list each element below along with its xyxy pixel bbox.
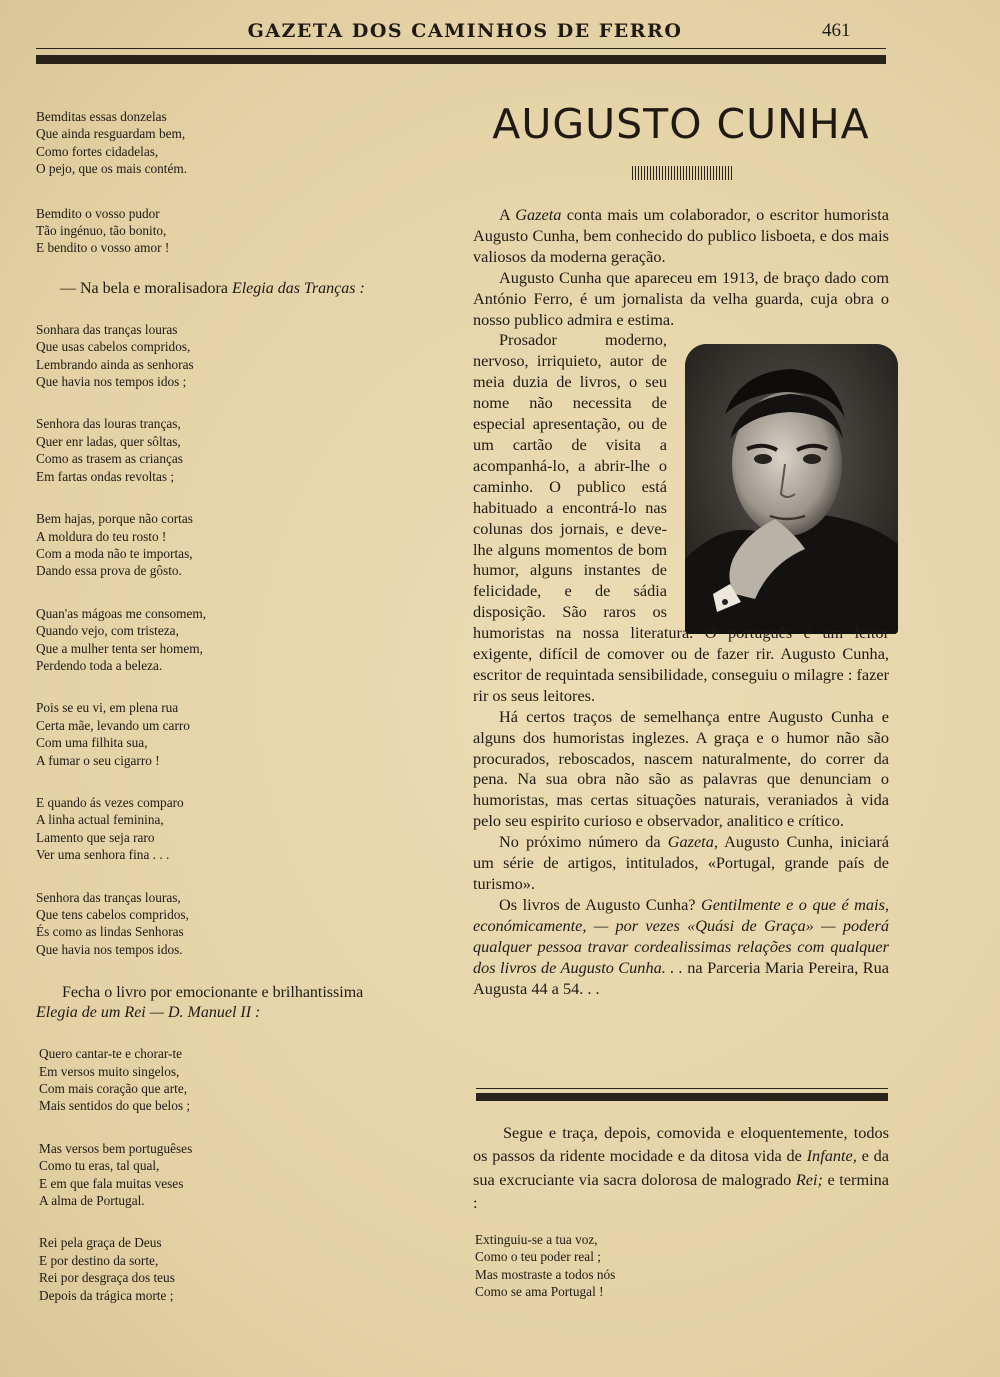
poem-stanza [36,321,466,391]
verse-line: Com a moda não te importas, [36,545,193,561]
poem-stanza [36,699,466,769]
verse-line: Mas mostraste a todos nós [475,1266,616,1282]
verse-line: Como o teu poder real ; [475,1249,601,1265]
verse-line: Mais sentidos do que belos ; [39,1098,191,1114]
verse-line: A linha actual feminina, [36,812,164,828]
publication-name: Gazeta, [667,832,718,852]
verse-line: És como as lindas Senhoras [36,924,184,940]
text-run: Os livros de Augusto Cunha? [499,894,702,914]
text-run: e da sua excruciante via sacra dolorosa de malogrado [473,1146,890,1189]
verse-line: O pejo, que os mais contém. [36,161,188,177]
text-run: Augusto Cunha, iniciará um série de artigos, intitulados, «Portugal, grande país de turismo». [473,832,889,893]
verse-line: Que usas cabelos compridos, [36,339,191,355]
header-title: GAZETA DOS CAMINHOS DE FERRO [247,20,683,42]
poem-stanza [475,1231,615,1301]
intro-text: Fecha o livro por emocionante e brilhantissima [62,984,364,1002]
text-run: e termina : [473,1169,890,1213]
article-paragraph: Augusto Cunha que apareceu em 1913, de braço dado com António Ferro, é um jornalista da velha guarda, cuja obra o nosso publico admira e estima. [473,267,889,329]
verse-line: Quero cantar-te e chorar-te [39,1046,183,1062]
verse-line: Lamento que seja raro [36,829,155,845]
verse-line: Lembrando ainda as senhoras [36,356,194,372]
verse-line: A alma de Portugal. [39,1193,145,1209]
text-run: conta mais um colaborador, o escritor humorista Augusto Cunha, bem conhecido do publico lisboeta, e dos mais valiosos da moderna geração. [473,205,889,266]
book-title: Elegia de um Rei — D. Manuel II : [36,1004,261,1022]
publication-name: Gazeta [515,205,562,224]
poem-stanza [36,794,466,864]
verse-line: Rei por desgraça dos teus [39,1270,175,1286]
verse-line: Pois se eu vi, em plena rua [36,700,179,716]
header-rule [36,48,886,49]
intro-elegia-trancas [36,279,466,299]
photo-spacer [675,330,889,610]
intro-elegia-rei [36,983,466,1023]
verse-line: Que havia nos tempos idos ; [36,374,187,390]
text-run: A [499,205,516,224]
article-paragraph: Prosador moderno, nervoso, irriquieto, autor de meia duzia de livros, o seu nome não necessita de especial apresentação, ou de um cartão de visita a acompanhá-lo, a abrir-lhe o caminho. O publico está habituado a encontrá-lo nas colunas dos jornais, e deve-lhe alguns momentos de bom humor, alguns instantes de felicidade, e de sádia disposição. São raros os humoristas na nossa literatura. O português é um leitor exigente, difícil de comover ou de fazer rir. Augusto Cunha, escritor de requintada sensibilidade, conseguiu o milagre : fazer rir os seus leitores. [473,330,889,705]
page-number: 461 [822,20,851,41]
verse-line: E em que fala muitas veses [39,1175,184,1191]
verse-line: Que tens cabelos compridos, [36,907,189,922]
verse-line: E bendito o vosso amor ! [36,240,170,256]
continuation-text [473,1121,889,1215]
verse-line: Como se ama Portugal ! [475,1284,604,1300]
verse-line: Quan'as mágoas me consomem, [36,605,207,621]
article-paragraph [473,832,889,895]
title-ornament [632,166,734,180]
verse-line: E quando ás vezes comparo [36,794,184,810]
article-title: AUGUSTO CUNHA [492,100,870,148]
text-run: na Parceria Maria Pereira, Rua Augusta 44 a 54. . . [473,957,890,998]
verse-line: Senhora das tranças louras, [36,889,181,905]
section-rule [476,1088,888,1089]
verse-line: Em fartas ondas revoltas ; [36,468,175,484]
text-run: Segue e traça, depois, comovida e eloquentemente, todos os passos da ridente mocidade e da ditosa vida de [473,1123,889,1166]
verse-line: Como as trasem as crianças [36,451,183,467]
verse-line: Bemdito o vosso pudor [36,205,160,221]
intro-text: — Na bela e moralisadora [60,279,232,297]
verse-line: Como fortes cidadelas, [36,143,159,159]
verse-line: Tão ingénuo, tão bonito, [36,223,167,239]
verse-line: Bem hajas, porque não cortas [36,511,193,527]
poem-stanza [36,889,466,959]
section-rule-thick [476,1093,888,1101]
verse-line: A moldura do teu rosto ! [36,528,167,544]
verse-line: Como tu eras, tal qual, [39,1158,160,1174]
verse-line: Com mais coração que arte, [39,1081,188,1097]
poem-stanza [36,1140,466,1210]
verse-line: Quando vejo, com tristeza, [36,623,179,639]
poem-stanza [36,1234,466,1304]
italic-text-run: Infante, [806,1146,857,1166]
verse-line: A fumar o seu cigarro ! [36,752,160,768]
verse-line: Rei pela graça de Deus [39,1235,162,1251]
verse-line: Perdendo toda a beleza. [36,657,163,673]
verse-line: Extinguiu-se a tua voz, [475,1232,598,1247]
verse-line: Sonhara das tranças louras [36,321,178,337]
italic-text-run: Rei; [795,1169,823,1189]
continuation-paragraph [473,1121,889,1215]
poem-stanza [36,605,466,675]
italic-text-run: Gentilmente e o que é mais, económicamente, — por vezes «Quási de Graça» — poderá qualquer pessoa travar cordealissimas relações com qualquer dos livros de Augusto Cunha. . . [473,894,889,977]
header-rule-thick [36,55,886,64]
verse-line: Senhora das louras tranças, [36,416,181,432]
verse-line: Que a mulher tenta ser homem, [36,640,203,656]
verse-line: E por destino da sorte, [39,1252,159,1268]
poem-stanza [36,510,466,580]
article-body [473,205,889,999]
article-paragraph [473,205,889,268]
verse-line: Bemditas essas donzelas [36,109,167,124]
verse-line: Mas versos bem portuguêses [39,1140,193,1156]
verse-line: Dando essa prova de gôsto. [36,563,182,579]
verse-line: Em versos muito singelos, [39,1063,180,1079]
article-paragraph: Há certos traços de semelhança entre Augusto Cunha e alguns dos humoristas inglezes. A graça e o humor não são procurados, reboscados, nascem naturalmente, do correr da pena. Na sua obra não são as palavras que denunciam o humoristas, mas certas situações naturais, veraniados à vida pelo seu espirito curioso e observador, analitico e crítico. [473,706,889,831]
verse-line: Certa mãe, levando um carro [36,717,190,733]
verse-line: Quer enr ladas, quer sôltas, [36,433,181,449]
poem-stanza [36,108,466,178]
text-run: No próximo número da [499,832,668,852]
verse-line: Depois da trágica morte ; [39,1287,174,1303]
verse-line: Que havia nos tempos idos. [36,941,183,957]
poem-stanza [36,205,466,257]
poem-stanza [36,415,466,485]
verse-line: Ver uma senhora fina . . . [36,847,170,863]
book-title: Elegia das Tranças : [231,279,365,297]
left-column [36,108,466,1304]
verse-line: Que ainda resguardam bem, [36,126,186,142]
verse-line: Com uma filhita sua, [36,735,148,751]
article-paragraph [473,895,889,1000]
poem-stanza [36,1045,466,1115]
